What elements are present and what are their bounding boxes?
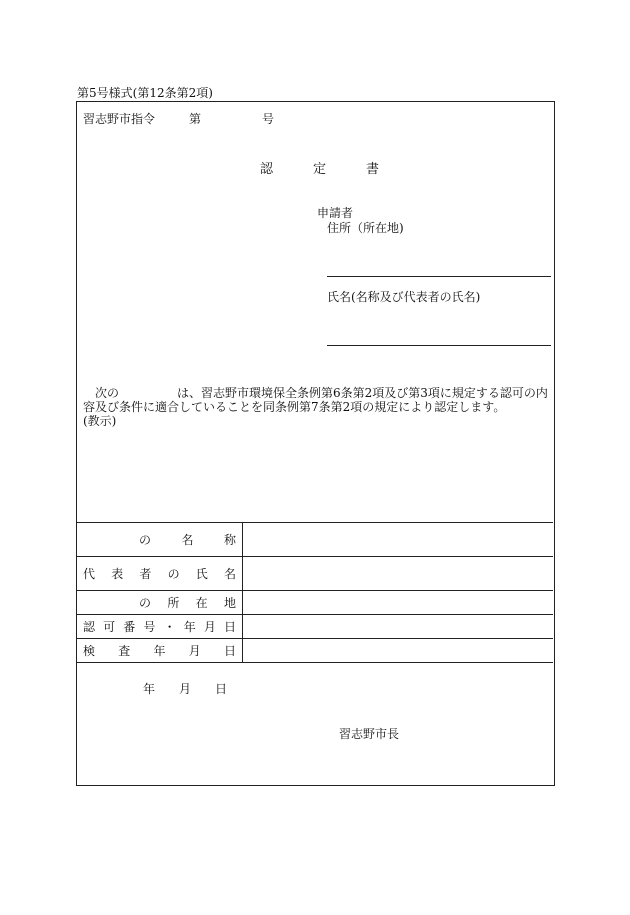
details-table: [77, 522, 553, 663]
table-row: [77, 591, 553, 615]
address-line: [327, 276, 551, 277]
row-label-inspection-date: 検 査 年 月 日: [77, 639, 243, 662]
row-value-location: [243, 591, 553, 614]
date-day: 日: [215, 682, 228, 696]
signer-title: 習志野市長: [339, 727, 400, 741]
name-line: [327, 345, 551, 346]
row-value-representative: [243, 557, 553, 590]
issuer-label: 習志野市指令: [83, 112, 156, 126]
row-value-name: [243, 523, 553, 556]
number-suffix: 号: [262, 112, 275, 126]
row-label-name: の 名 称: [77, 523, 243, 556]
notice-label: (教示): [83, 414, 117, 428]
certification-text: [83, 386, 551, 428]
certificate-frame: [76, 101, 555, 786]
table-row: [77, 639, 553, 663]
number-prefix: 第: [189, 112, 202, 126]
row-label-representative: 代 表 者 の 氏 名: [77, 557, 243, 590]
subject-prefix: 次の: [95, 386, 120, 400]
title-char-2: 定: [313, 162, 327, 177]
table-row: [77, 523, 553, 557]
table-row: [77, 615, 553, 639]
title-char-3: 書: [366, 162, 380, 177]
form-number-label: 第5号様式(第12条第2項): [77, 86, 213, 100]
table-row: [77, 557, 553, 591]
title-char-1: 認: [260, 162, 274, 177]
name-label: 氏名(名称及び代表者の氏名): [327, 290, 481, 304]
applicant-label: 申請者: [317, 206, 354, 220]
row-label-location: の 所 在 地: [77, 591, 243, 614]
date-month: 月: [179, 682, 192, 696]
date-year: 年: [143, 682, 156, 696]
row-value-inspection-date: [243, 639, 553, 662]
body-text: は、習志野市環境保全条例第6条第2項及び第3項に規定する認可の内容及び条件に適合していることを同条例第7条第2項の規定により認定します。: [83, 386, 548, 414]
row-value-approval-number: [243, 615, 553, 638]
address-label: 住所（所在地): [327, 221, 404, 235]
row-label-approval-number: 認 可 番 号 ・ 年 月 日: [77, 615, 243, 638]
